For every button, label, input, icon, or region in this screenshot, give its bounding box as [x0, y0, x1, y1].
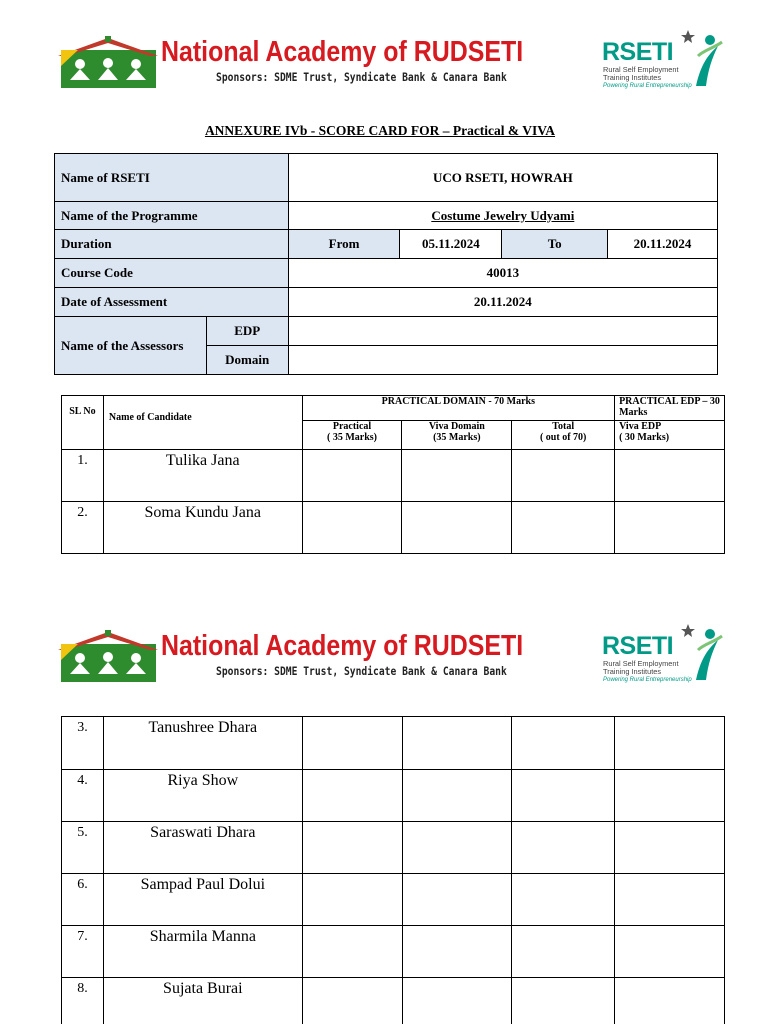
- sl-no-cell: 2.: [62, 502, 104, 554]
- total-score-cell[interactable]: [512, 502, 615, 554]
- viva-domain-col-title: Viva Domain: [428, 421, 485, 432]
- total-score-cell[interactable]: [512, 874, 615, 926]
- rseti-logo-tagline: Powering Rural Entrepreneurship: [603, 83, 692, 89]
- practical-score-cell[interactable]: [302, 926, 402, 978]
- candidate-name-cell: Sampad Paul Dolui: [103, 874, 302, 926]
- total-score-cell[interactable]: [512, 978, 615, 1024]
- table-row: [62, 822, 725, 874]
- practical-marks-header: [302, 421, 402, 450]
- viva-domain-score-cell[interactable]: [402, 770, 512, 822]
- candidate-name-cell: Soma Kundu Jana: [103, 502, 302, 554]
- viva-domain-score-cell[interactable]: [402, 978, 512, 1024]
- table-row: [62, 770, 725, 822]
- to-date: 20.11.2024: [608, 230, 718, 259]
- rseti-logo: [602, 622, 726, 688]
- duration-label: Duration: [55, 230, 289, 259]
- viva-edp-header: [615, 421, 725, 450]
- total-score-cell[interactable]: [512, 822, 615, 874]
- viva-domain-score-cell[interactable]: [402, 450, 512, 502]
- viva-edp-score-cell[interactable]: [615, 450, 725, 502]
- sl-no-cell: 4.: [62, 770, 104, 822]
- viva-edp-score-cell[interactable]: [615, 502, 725, 554]
- sponsors-line: Sponsors: SDME Trust, Syndicate Bank & Canara Bank: [216, 70, 507, 84]
- assessment-date-value: 20.11.2024: [288, 288, 717, 317]
- viva-domain-col-marks: (35 Marks): [433, 432, 481, 443]
- practical-score-cell[interactable]: [302, 874, 402, 926]
- viva-domain-score-cell[interactable]: [402, 926, 512, 978]
- viva-edp-score-cell[interactable]: [615, 770, 725, 822]
- rseti-name-value: UCO RSETI, HOWRAH: [288, 154, 717, 202]
- sl-no-cell: 3.: [62, 717, 104, 770]
- viva-edp-score-cell[interactable]: [615, 874, 725, 926]
- viva-edp-score-cell[interactable]: [615, 822, 725, 874]
- practical-score-cell[interactable]: [302, 502, 402, 554]
- practical-col-marks: ( 35 Marks): [327, 432, 377, 443]
- sl-no-cell: 5.: [62, 822, 104, 874]
- score-table: [61, 395, 725, 554]
- practical-domain-header: PRACTICAL DOMAIN - 70 Marks: [302, 396, 615, 421]
- practical-edp-header: PRACTICAL EDP – 30 Marks: [615, 396, 725, 421]
- viva-edp-score-cell[interactable]: [615, 978, 725, 1024]
- to-label: To: [502, 230, 608, 259]
- rudseti-houses-logo: [58, 630, 158, 682]
- total-col-title: Total: [552, 421, 575, 432]
- score-table-continued: [61, 716, 725, 1024]
- table-row: [62, 926, 725, 978]
- course-code-label: Course Code: [55, 259, 289, 288]
- domain-label: Domain: [206, 346, 288, 375]
- candidate-name-cell: Saraswati Dhara: [103, 822, 302, 874]
- viva-domain-score-cell[interactable]: [402, 502, 512, 554]
- programme-name-label: Name of the Programme: [55, 202, 289, 230]
- rseti-logo-subtitle: Rural Self Employment Training Institutes: [603, 659, 679, 676]
- sponsors-line: Sponsors: SDME Trust, Syndicate Bank & Canara Bank: [216, 664, 507, 678]
- viva-domain-score-cell[interactable]: [402, 874, 512, 926]
- sl-no-header: SL No: [62, 396, 104, 450]
- from-label: From: [288, 230, 400, 259]
- table-row: [62, 874, 725, 926]
- viva-domain-score-cell[interactable]: [402, 822, 512, 874]
- total-score-cell[interactable]: [512, 926, 615, 978]
- practical-score-cell[interactable]: [302, 450, 402, 502]
- practical-score-cell[interactable]: [302, 717, 402, 770]
- academy-title: National Academy of RUDSETI: [161, 36, 524, 68]
- viva-edp-score-cell[interactable]: [615, 717, 725, 770]
- header-banner: [58, 34, 726, 94]
- viva-edp-col-title: Viva EDP: [619, 421, 662, 432]
- total-col-marks: ( out of 70): [539, 432, 587, 443]
- practical-score-cell[interactable]: [302, 978, 402, 1024]
- academy-title: National Academy of RUDSETI: [161, 630, 524, 662]
- assessors-label: Name of the Assessors: [55, 317, 207, 375]
- programme-name-value: Costume Jewelry Udyami: [288, 202, 717, 230]
- rseti-logo-subtitle: Rural Self Employment Training Institutes: [603, 65, 679, 82]
- total-score-cell[interactable]: [512, 770, 615, 822]
- annexure-title: ANNEXURE IVb - SCORE CARD FOR – Practical & VIVA: [204, 123, 556, 138]
- total-header: [512, 421, 615, 450]
- table-row: [62, 717, 725, 770]
- practical-score-cell[interactable]: [302, 770, 402, 822]
- rseti-figure-icon: [676, 28, 726, 90]
- programme-info-table: [54, 153, 718, 375]
- rseti-logo-tagline: Powering Rural Entrepreneurship: [603, 677, 692, 683]
- sl-no-cell: 6.: [62, 874, 104, 926]
- candidate-name-cell: Riya Show: [103, 770, 302, 822]
- table-row: [62, 978, 725, 1024]
- course-code-value: 40013: [288, 259, 717, 288]
- sl-no-cell: 7.: [62, 926, 104, 978]
- viva-edp-score-cell[interactable]: [615, 926, 725, 978]
- assessment-date-label: Date of Assessment: [55, 288, 289, 317]
- rseti-name-label: Name of RSETI: [55, 154, 289, 202]
- sl-no-cell: 8.: [62, 978, 104, 1024]
- domain-assessor-field[interactable]: [288, 346, 717, 375]
- table-row: [62, 502, 725, 554]
- rseti-logo: [602, 28, 726, 94]
- viva-domain-score-cell[interactable]: [402, 717, 512, 770]
- viva-domain-header: [402, 421, 512, 450]
- candidate-name-cell: Sujata Burai: [103, 978, 302, 1024]
- rudseti-houses-logo: [58, 36, 158, 88]
- practical-score-cell[interactable]: [302, 822, 402, 874]
- header-banner: [58, 628, 726, 688]
- rseti-logo-name: RSETI: [602, 38, 674, 66]
- rseti-figure-icon: [676, 622, 726, 684]
- candidate-name-cell: Tulika Jana: [103, 450, 302, 502]
- total-score-cell[interactable]: [512, 717, 615, 770]
- candidate-name-cell: Tanushree Dhara: [103, 717, 302, 770]
- practical-col-title: Practical: [332, 421, 372, 432]
- edp-label: EDP: [206, 317, 288, 346]
- rseti-logo-name: RSETI: [602, 632, 674, 660]
- total-score-cell[interactable]: [512, 450, 615, 502]
- candidate-name-cell: Sharmila Manna: [103, 926, 302, 978]
- candidate-name-header: Name of Candidate: [103, 396, 302, 450]
- viva-edp-col-marks: ( 30 Marks): [619, 432, 670, 443]
- sl-no-cell: 1.: [62, 450, 104, 502]
- table-row: [62, 450, 725, 502]
- edp-assessor-field[interactable]: [288, 317, 717, 346]
- from-date: 05.11.2024: [400, 230, 502, 259]
